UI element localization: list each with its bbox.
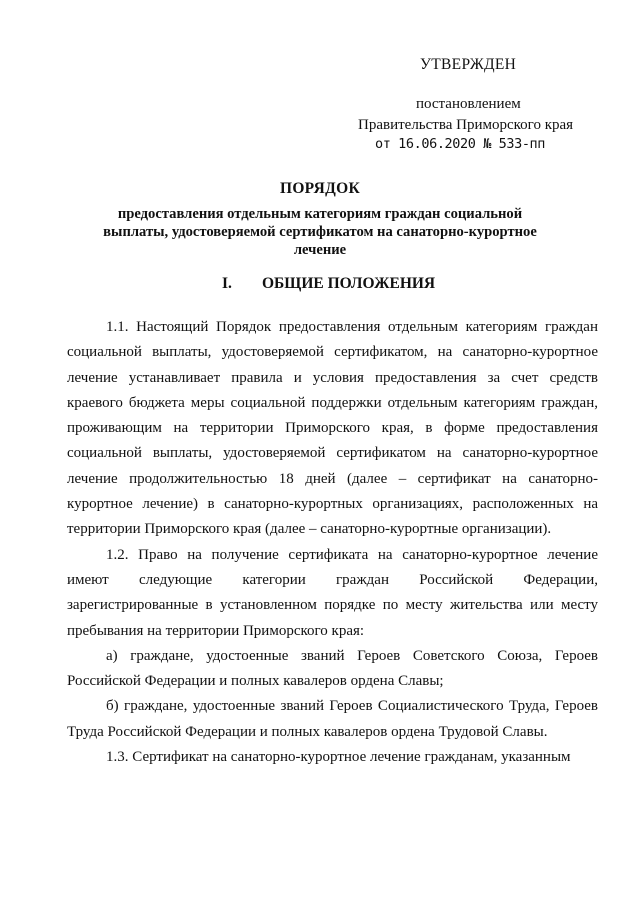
paragraph-item-a: а) граждане, удостоенные званий Героев Советского Союза, Героев Российской Федерации и полных кавалеров ордена Славы; [67,647,598,690]
document-subtitle: предоставления отдельным категориям граждан социальной выплаты, удостоверяемой сертификатом на санаторно-курортное лечение [103,206,537,258]
approval-date-number: от 16.06.2020 № 533-пп [375,136,546,152]
document-title: ПОРЯДОК [279,180,361,197]
approval-line-resolution: постановлением [416,96,521,112]
approval-line-government: Правительства Приморского края [358,117,574,133]
document-body [67,315,598,770]
paragraph-1-2: 1.2. Право на получение сертификата на санаторно-курортное лечение имеют следующие категории граждан Российской Федерации, зарегистрированные в установленном порядке по месту жительства или месту пребывания на территории Приморского края: [67,546,598,639]
paragraph-item-b: б) граждане, удостоенные званий Героев Социалистического Труда, Героев Труда Российской Федерации и полных кавалеров ордена Трудовой Славы. [67,698,598,740]
section-title: ОБЩИЕ ПОЛОЖЕНИЯ [262,275,436,292]
paragraph-1-3: 1.3. Сертификат на санаторно-курортное лечение гражданам, указанным [106,749,571,766]
approved-label: УТВЕРЖДЕН [420,56,517,73]
paragraph-1-1: 1.1. Настоящий Порядок предоставления отдельным категориям граждан социальной выплаты, удостоверяемой сертификатом, на санаторно-курортное лечение устанавливает правила и условия предоставления за счет средств краевого бюджета меры социальной поддержки отдельным категориям граждан, проживающим на территории Приморского края, в форме предоставления социальной выплаты, удостоверяемой сертификатом на санаторно-курортное лечение продолжительностью 18 дней (далее – сертификат на санаторно-курортное лечение) в санаторно-курортных организациях, расположенных на территории Приморского края (далее – санаторно-курортные организации). [67,319,598,538]
section-number: I. [222,275,232,292]
